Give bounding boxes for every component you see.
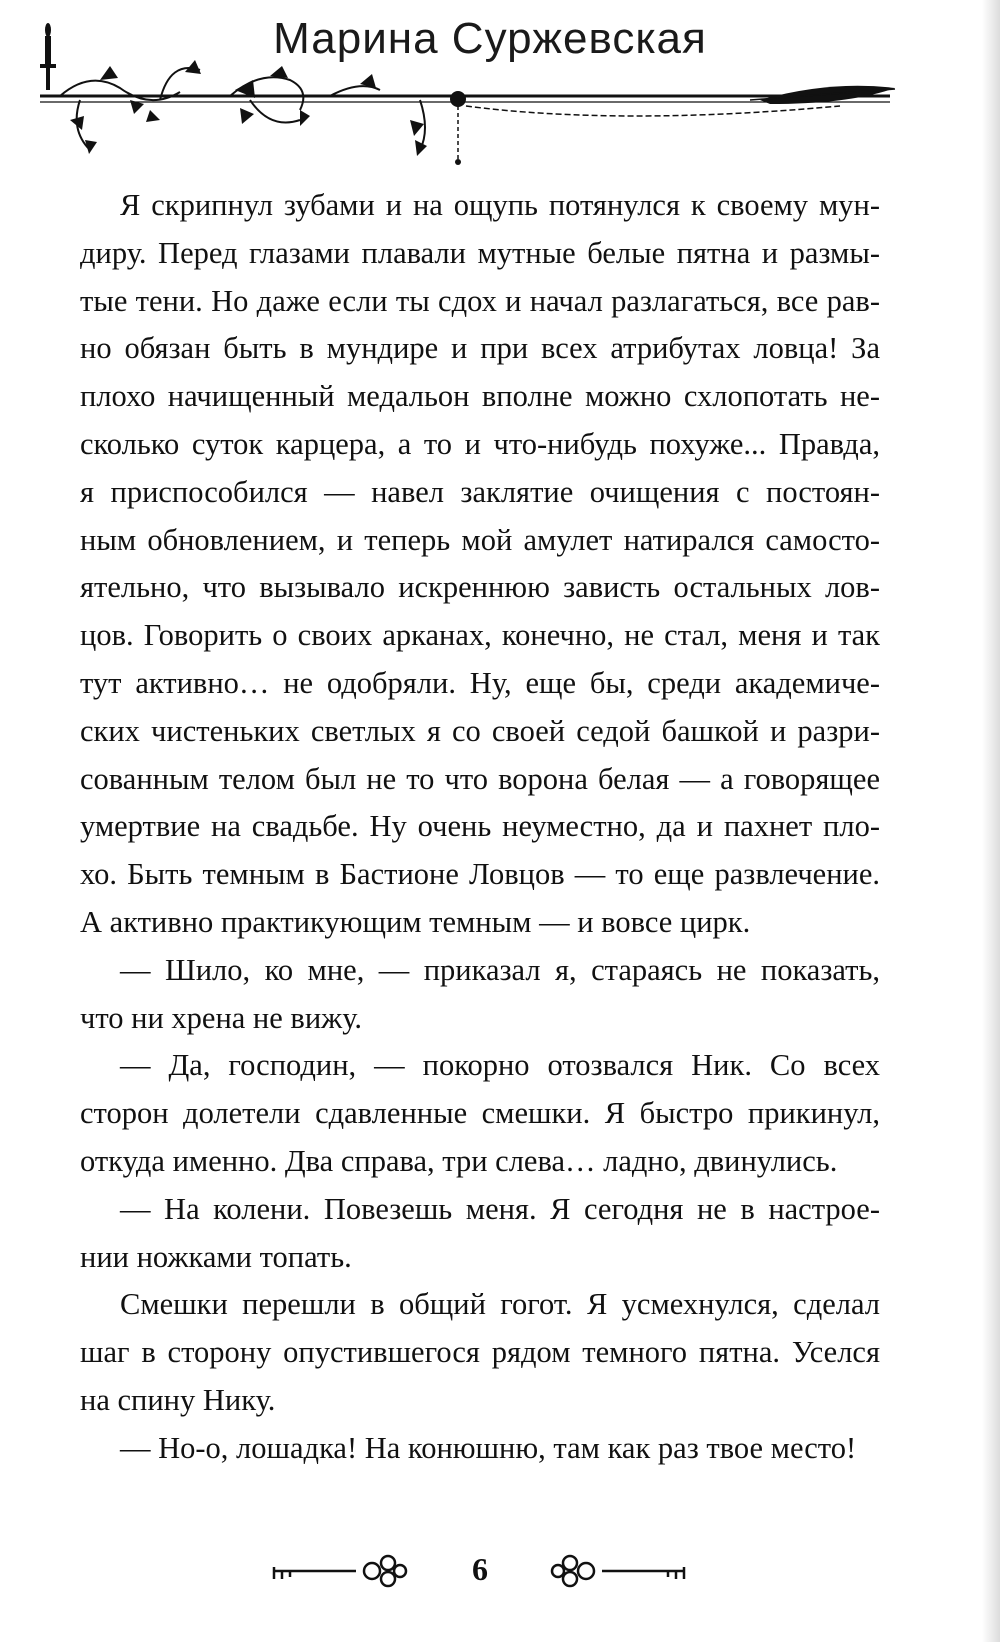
candle-icon	[40, 23, 56, 90]
text-line: откуда именно. Два справа, три слева… ладно, двинулись.	[80, 1143, 838, 1178]
text-line: Смешки перешли в общий гогот. Я усмехнулся, сделал	[120, 1287, 880, 1322]
paragraph	[80, 1042, 880, 1185]
ivy-vines-decoration	[60, 60, 427, 156]
text-line: плохо начищенный медальон вполне можно схлопотать не-	[80, 379, 880, 414]
text-line: — Да, господин, — покорно отозвался Ник. Со всех	[120, 1048, 880, 1083]
text-line: ным обновлением, и теперь мой амулет натирался самосто-	[80, 522, 880, 557]
key-right-icon	[548, 1549, 688, 1589]
page-edge-shadow	[982, 0, 1000, 1642]
text-line: ских чистеньких светлых я со своей седой башкой и разри-	[80, 713, 880, 748]
text-line: сованным телом был не то что ворона белая — а говорящее	[80, 761, 880, 796]
text-line: тут активно… не одобряли. Ну, еще бы, среди академиче-	[80, 665, 880, 700]
key-left-icon	[270, 1549, 410, 1589]
text-line: но обязан быть в мундире и при всех атрибутах ловца! За	[80, 331, 880, 366]
paragraph	[80, 947, 880, 1043]
text-line: А активно практикующим темным — и вовсе цирк.	[80, 904, 751, 939]
body-text	[80, 182, 880, 1473]
text-line: диру. Перед глазами плавали мутные белые пятна и размы-	[80, 235, 880, 270]
text-line: ятельно, что вызывало искреннюю зависть остальных лов-	[80, 570, 880, 605]
text-line: умертвие на свадьбе. Ну очень неуместно, да и пахнет пло-	[80, 809, 880, 844]
paragraph	[80, 1186, 880, 1282]
text-line: — Но-о, лошадка! На конюшню, там как раз твое место!	[120, 1430, 857, 1465]
paragraph	[80, 182, 880, 947]
running-head-author: Марина Суржевская	[273, 14, 707, 63]
text-line: я приспособился — навел заклятие очищения с постоян-	[80, 474, 880, 509]
text-line: сколько суток карцера, а то и что-нибудь похуже... Правда,	[80, 426, 880, 461]
paragraph	[80, 1425, 880, 1473]
page-number: 6	[472, 1551, 488, 1587]
text-line: хо. Быть темным в Бастионе Ловцов — то еще развлечение.	[80, 857, 880, 892]
text-line: сторон долетели сдавленные смешки. Я быстро прикинул,	[80, 1096, 880, 1131]
text-line: тые тени. Но даже если ты сдох и начал разлагаться, все рав-	[80, 283, 880, 318]
text-line: шаг в сторону опустившегося рядом темного пятна. Уселся	[80, 1335, 880, 1370]
text-line: — На колени. Повезешь меня. Я сегодня не в настрое-	[120, 1191, 880, 1226]
text-line: — Шило, ко мне, — приказал я, стараясь не показать,	[120, 952, 880, 987]
text-line: цов. Говорить о своих арканах, конечно, не стал, меня и так	[80, 618, 880, 653]
text-line: Я скрипнул зубами и на ощупь потянулся к своему мун-	[120, 188, 880, 222]
text-line: что ни хрена не вижу.	[80, 1000, 363, 1035]
paragraph	[80, 1281, 880, 1424]
text-line: на спину Нику.	[80, 1382, 276, 1417]
text-line: нии ножками топать.	[80, 1239, 352, 1274]
